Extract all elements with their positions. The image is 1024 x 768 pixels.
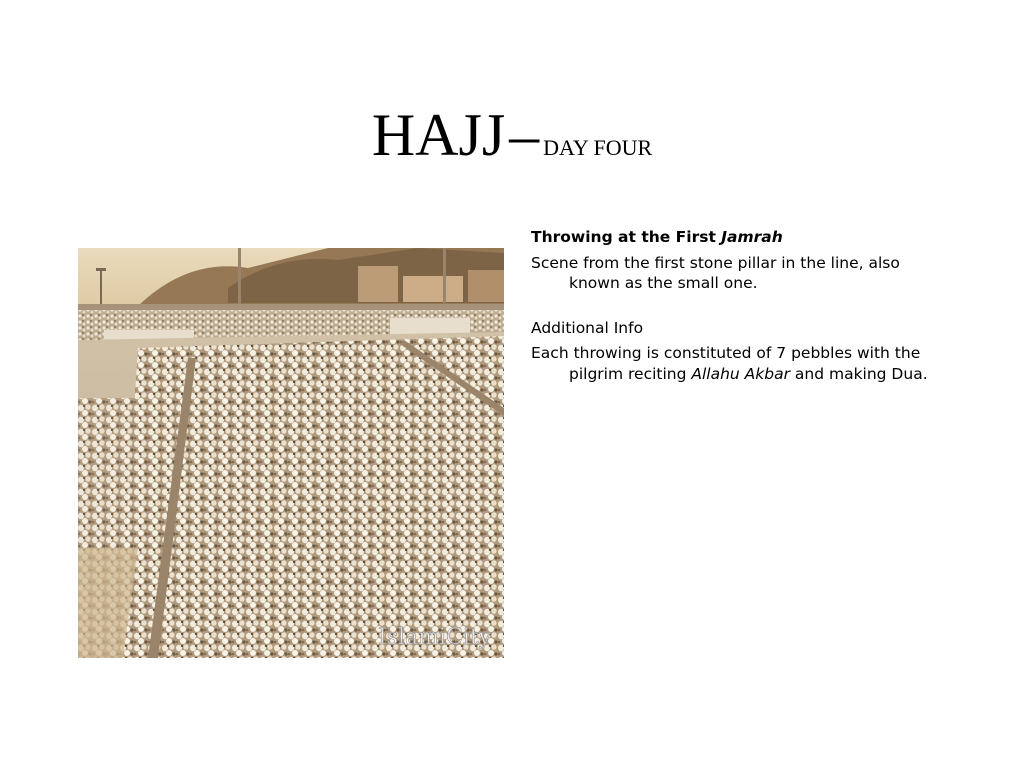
crowd-photo	[78, 248, 504, 658]
heading-emphasis: Jamrah	[721, 228, 783, 246]
section-heading	[531, 227, 951, 248]
content-text	[531, 227, 951, 389]
photo-watermark: IslamiCity	[378, 625, 492, 650]
additional-info-label: Additional Info	[531, 318, 644, 337]
slide-title	[0, 100, 1024, 170]
title-separator: –	[509, 102, 540, 168]
additional-info-text	[531, 343, 951, 384]
title-subtitle: DAY FOUR	[543, 135, 653, 160]
info-emphasis: Allahu Akbar	[691, 364, 790, 383]
heading-text: Throwing at the First	[531, 228, 722, 246]
info-text-part1: Each throwing is constituted of 7 pebbles with the pilgrim reciting	[531, 344, 921, 383]
scene-description: Scene from the first stone pillar in the line, also known as the small one.	[531, 253, 900, 292]
title-main: HAJJ	[371, 102, 506, 168]
info-text-part2: and making Dua.	[789, 364, 928, 383]
